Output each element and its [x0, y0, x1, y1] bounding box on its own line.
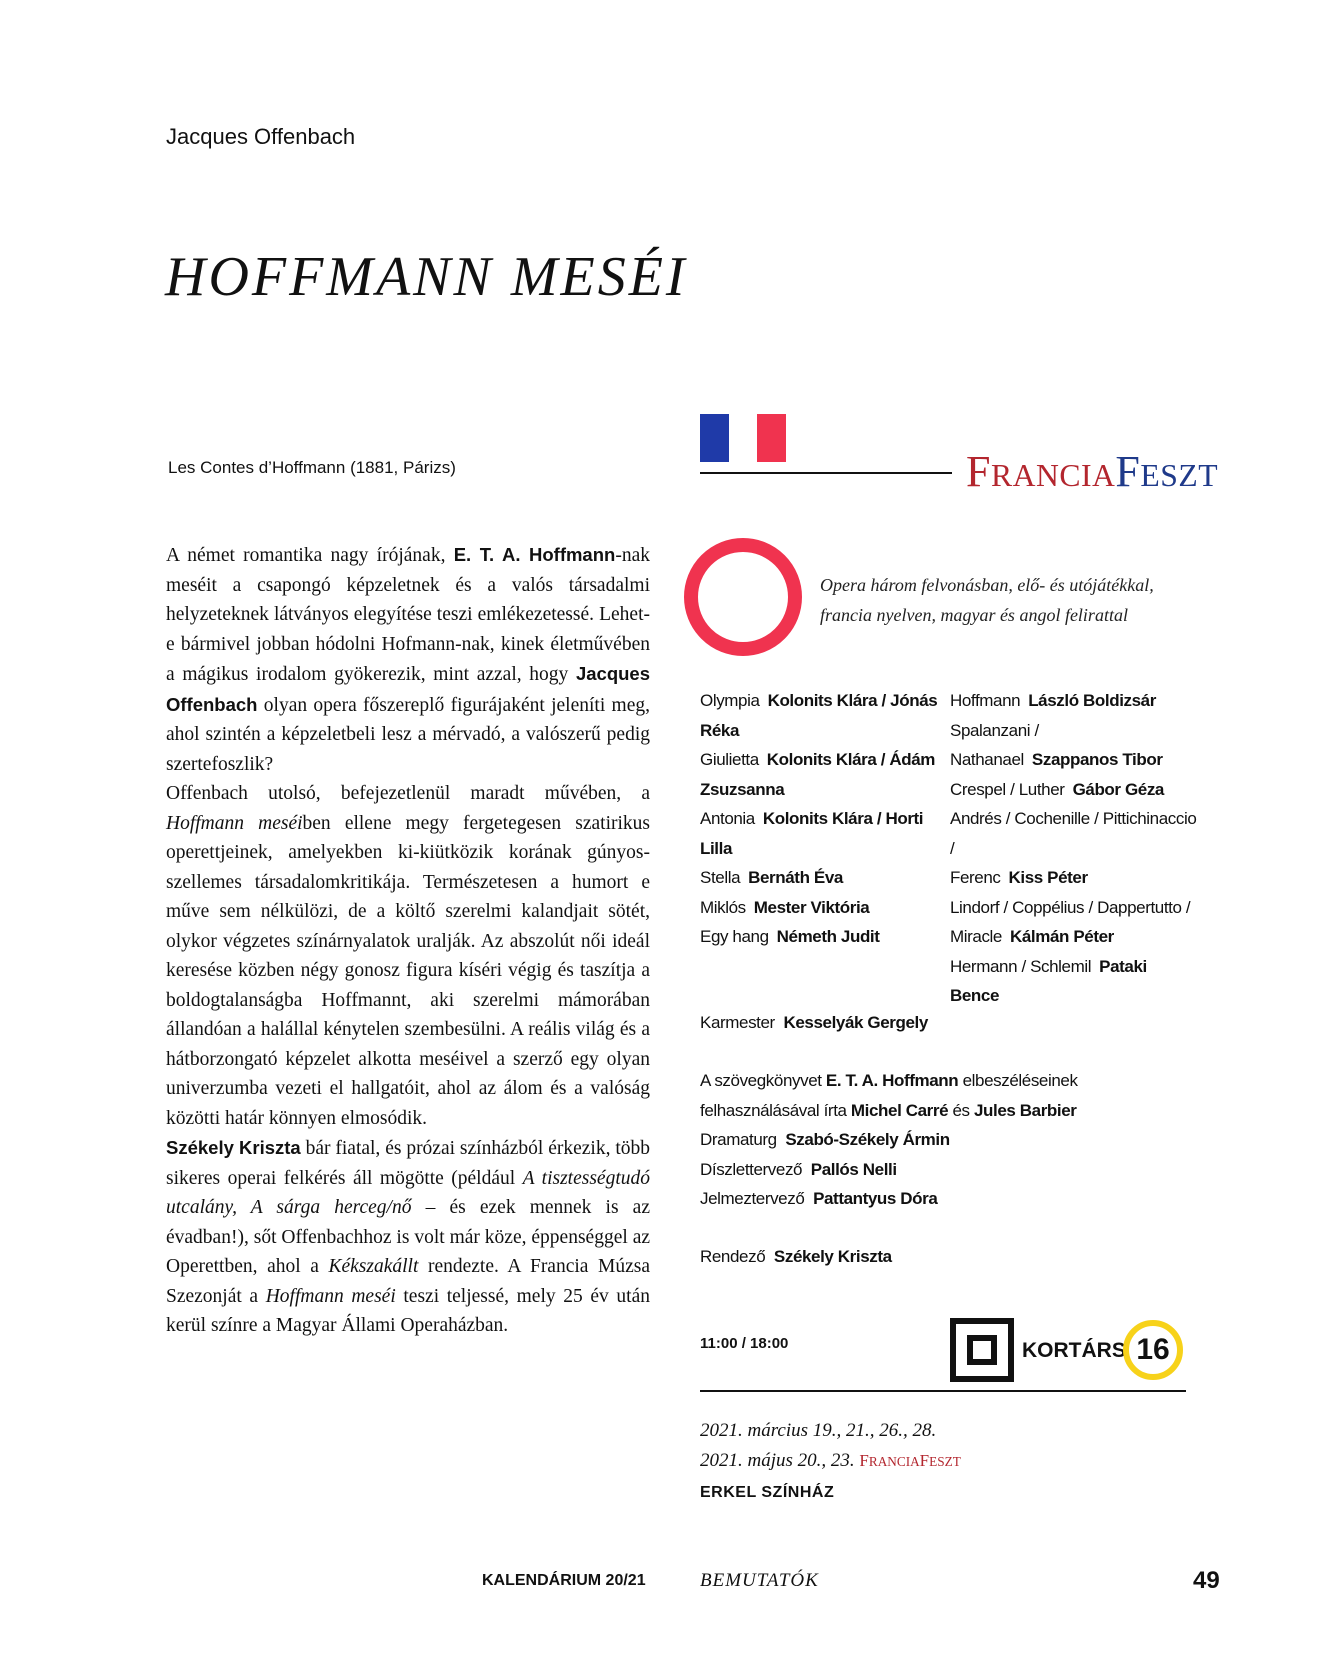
cast-entry [950, 745, 1200, 775]
cast-role: Egy hang [700, 927, 769, 946]
cast-name: Mester Viktória [753, 897, 870, 917]
cast-name: Kálmán Péter [1010, 927, 1114, 946]
paragraph: Székely Kriszta bár fiatal, és prózai színházból érkezik, több sikeres operai felkérés áll mögötte (például A tisztességtudó utcalány, A sárga herceg/nő – és ezek mennek is az évadban!), sőt Offenbachhoz is volt már köze, éppenséggel az Operettben, ahol a Kékszakállt rendezte. A Francia Múzsa Szezonját a Hoffmann meséi teszi teljessé, mely 25 év után kerül színre a Magyar Állami Operaházban. [166, 1137, 651, 1336]
paragraph: A német romantika nagy írójának, E. T. A. Hoffmann-nak meséit a csapongó képzeletnek és a valós társadalmi helyzeteknek látványos elegyítése teszi emlékezetessé. Lehet-e bármivel jobban hódolni Hofmann-nak, kinek életművében a mágikus irodalom gyökerezik, mint azzal, hogy Jacques Offenbach olyan opera főszereplő figurájaként jeleníti meg, ahol szintén a képzeletbeli lesz a mérvadó, a valószerű pedig szertefoszlik? [166, 544, 650, 775]
cast-role: Hermann / Schlemil [950, 956, 1092, 976]
cast-name: Gábor Géza [1072, 779, 1164, 799]
age-rating-badge: 16 [1123, 1320, 1183, 1380]
cast-entry [950, 775, 1200, 805]
cast-entry [700, 922, 950, 952]
cast-name: Pataki Bence [950, 956, 1147, 1005]
cast-entry [700, 893, 950, 923]
performance-times: 11:00 / 18:00 [700, 1335, 789, 1352]
cast-role: Stella [700, 868, 741, 887]
cast-entry [950, 952, 1200, 1011]
cast-role: Ferenc [950, 868, 1001, 887]
cast-role: Antonia [700, 809, 755, 828]
kortars-square-icon [950, 1318, 1014, 1382]
costume-designer-credit: Jelmeztervező Pattantyus Dóra [700, 1189, 938, 1208]
divider [700, 472, 952, 474]
cast-list-right [950, 686, 1200, 1011]
conductor-credit: Karmester Kesselyák Gergely [700, 1013, 928, 1032]
cast-name: Kolonits Klára / Ádám Zsuzsanna [700, 750, 936, 799]
cast-entry [950, 893, 1200, 923]
cast-name: Kolonits Klára / Jónás Réka [700, 691, 938, 740]
composer-name: Jacques Offenbach [166, 124, 356, 149]
cast-role: Miracle [950, 927, 1002, 946]
cast-entry [950, 922, 1200, 952]
cast-name: Németh Judit [776, 927, 880, 946]
paragraph: Offenbach utolsó, befejezetlenül maradt művében, a Hoffmann meséiben ellene megy fergetegesen szatirikus operettjeinek, amelyekben ki-kiütközik korának gúnyos-szellemes társadalomkritikája. Természetesen a humort e műve sem nélkülözi, de a költő szerelmi kalandjait sötét, olykor végzetes színárnyalatok uralják. Az abszolút női ideál keresése közben négy gonosz figura kíséri végig és taszítja a boldogtalanságba Hoffmannt, aki szerelmi mámorában állandóan a halállal kénytelen szembesülni. A reális világ és a hátborzongató képzelet alkotta meséivel a szerző egy olyan univerzumba vezeti el hallgatóit, ahol az álom és a valóság közötti határ könnyen elmosódik. [166, 783, 650, 1129]
creative-team: A szövegkönyvet E. T. A. Hoffmann elbeszéléseinek felhasználásával írta Michel Carré és Jules Barbier Dramaturg Szabó-Székely Ármin Díszlettervező Pallós Nelli Jelmeztervező Pattantyus Dóra [700, 1066, 1200, 1214]
cast-entry [950, 686, 1200, 716]
cast-name: László Boldizsár [1028, 691, 1156, 710]
cast-role: Olympia [700, 691, 760, 710]
cast-entry [950, 716, 1200, 746]
libretto-credit: A szövegkönyvet E. T. A. Hoffmann elbeszéléseinek [700, 1071, 1078, 1090]
cast-name: Szappanos Tibor [1031, 750, 1163, 769]
cast-entry [700, 804, 950, 863]
franciafeszt-logo: FRANCIAFESZT [966, 447, 1219, 496]
dramaturg-credit: Dramaturg Szabó-Székely Ármin [700, 1130, 950, 1149]
set-designer-credit: Díszlettervező Pallós Nelli [700, 1159, 897, 1179]
cast-entry [950, 863, 1200, 893]
original-title: Les Contes d’Hoffmann (1881, Párizs) [168, 458, 456, 477]
dates-line-2: 2021. május 20., 23. FRANCIAFESZT [700, 1450, 961, 1471]
cast-entry [950, 804, 1200, 863]
cast-role: Crespel / Luther [950, 779, 1065, 799]
cast-role: Giulietta [700, 750, 759, 769]
cast-list-left [700, 686, 950, 952]
cast-role: Miklós [700, 897, 746, 917]
page-number: 49 [1193, 1567, 1220, 1594]
cast-role: Nathanael [950, 750, 1024, 769]
divider [700, 1390, 1186, 1392]
cast-entry [700, 745, 950, 804]
cast-name: Bernáth Éva [748, 868, 843, 887]
series-label: KORTÁRS [1022, 1339, 1126, 1362]
cast-role: Hoffmann [950, 691, 1021, 710]
cast-role: Andrés / Cochenille / Pittichinaccio / [950, 809, 1197, 858]
article-body [166, 540, 650, 1341]
dates-line-1: 2021. március 19., 21., 26., 28. [700, 1420, 937, 1441]
venue: ERKEL SZÍNHÁZ [700, 1484, 835, 1501]
cast-name: Kiss Péter [1008, 868, 1088, 887]
cast-role: Spalanzani / [950, 720, 1039, 740]
director-credit: Rendező Székely Kriszta [700, 1247, 892, 1266]
publication-name: KALENDÁRIUM 20/21 [482, 1572, 646, 1589]
cast-entry [700, 686, 950, 745]
french-flag-icon [700, 414, 786, 462]
page-title: HOFFMANN MESÉI [165, 246, 688, 308]
cast-name: Kolonits Klára / Horti Lilla [700, 809, 924, 858]
opera-circle-icon [684, 538, 802, 656]
cast-role: Lindorf / Coppélius / Dappertutto / [950, 897, 1191, 917]
cast-entry [700, 863, 950, 893]
section-name: BEMUTATÓK [700, 1570, 819, 1591]
genre-description: Opera három felvonásban, elő- és utójátékkal, francia nyelven, magyar és angol felirattal [820, 575, 1154, 625]
